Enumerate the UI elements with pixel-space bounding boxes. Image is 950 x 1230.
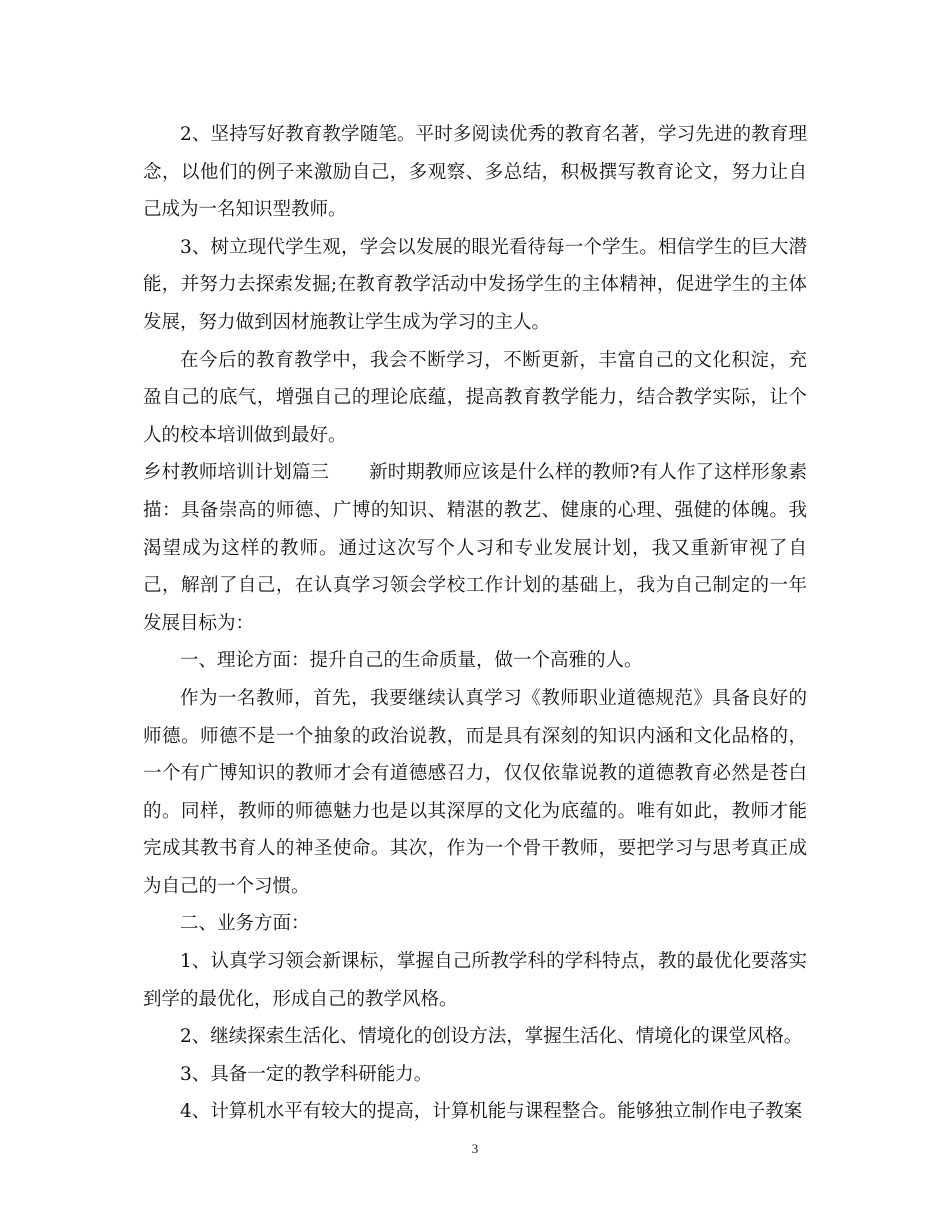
- section-intro-text: 新时期教师应该是什么样的教师?有人作了这样形象素描：具备崇高的师德、广博的知识、精湛的教艺、健康的心理、强健的体魄。我渴望成为这样的教师。通过这次写个人习和专业发展计划，我又重新审视了自己，解剖了自己，在认真学习领会学校工作计划的基础上，我为自己制定的一年发展目标为：: [143, 462, 807, 634]
- paragraph-teacher-ethics: 作为一名教师，首先，我要继续认真学习《教师职业道德规范》具备良好的师德。师德不是一个抽象的政治说教，而是具有深刻的知识内涵和文化品格的，一个有广博知识的教师才会有道德感召力，仅仅依靠说教的道德教育必然是苍白的。同样，教师的师德魅力也是以其深厚的文化为底蕴的。唯有如此，教师才能完成其教书育人的神圣使命。其次，作为一个骨干教师，要把学习与思考真正成为自己的一个习惯。: [143, 687, 807, 897]
- paragraph-theory-heading: 一、理论方面：提升自己的生命质量，做一个高雅的人。: [180, 650, 643, 672]
- paragraph-student-view: 3、树立现代学生观，学会以发展的眼光看待每一个学生。相信学生的巨大潜能，并努力去探索发掘;在教育教学活动中发扬学生的主体精神，促进学生的主体发展，努力做到因材施教让学生成为学习的主人。: [143, 236, 807, 333]
- paragraph-computer-skills: 4、计算机水平有较大的提高，计算机能与课程整合。能够独立制作电子教案: [180, 1101, 803, 1123]
- document-body: [143, 116, 807, 1131]
- section-title: 乡村教师培训计划篇三: [143, 462, 330, 484]
- paragraph-new-curriculum: 1、认真学习领会新课标，掌握自己所教学科的学科特点，教的最优化要落实到学的最优化，形成自己的教学风格。: [143, 951, 807, 1010]
- paragraph-business-heading: 二、业务方面：: [180, 913, 310, 935]
- paragraph-future-learning: 在今后的教育教学中，我会不断学习，不断更新，丰富自己的文化积淀，充盈自己的底气，增强自己的理论底蕴，提高教育教学能力，结合教学实际，让个人的校本培训做到最好。: [143, 349, 807, 446]
- section-three-intro: [143, 454, 807, 642]
- paragraph-writing-essays: 2、坚持写好教育教学随笔。平时多阅读优秀的教育名著，学习先进的教育理念，以他们的例子来激励自己，多观察、多总结，积极撰写教育论文，努力让自己成为一名知识型教师。: [143, 124, 807, 221]
- paragraph-life-situation: 2、继续探索生活化、情境化的创设方法，掌握生活化、情境化的课堂风格。: [180, 1026, 803, 1048]
- paragraph-research-ability: 3、具备一定的教学科研能力。: [180, 1063, 433, 1085]
- page-number: 3: [471, 1141, 479, 1156]
